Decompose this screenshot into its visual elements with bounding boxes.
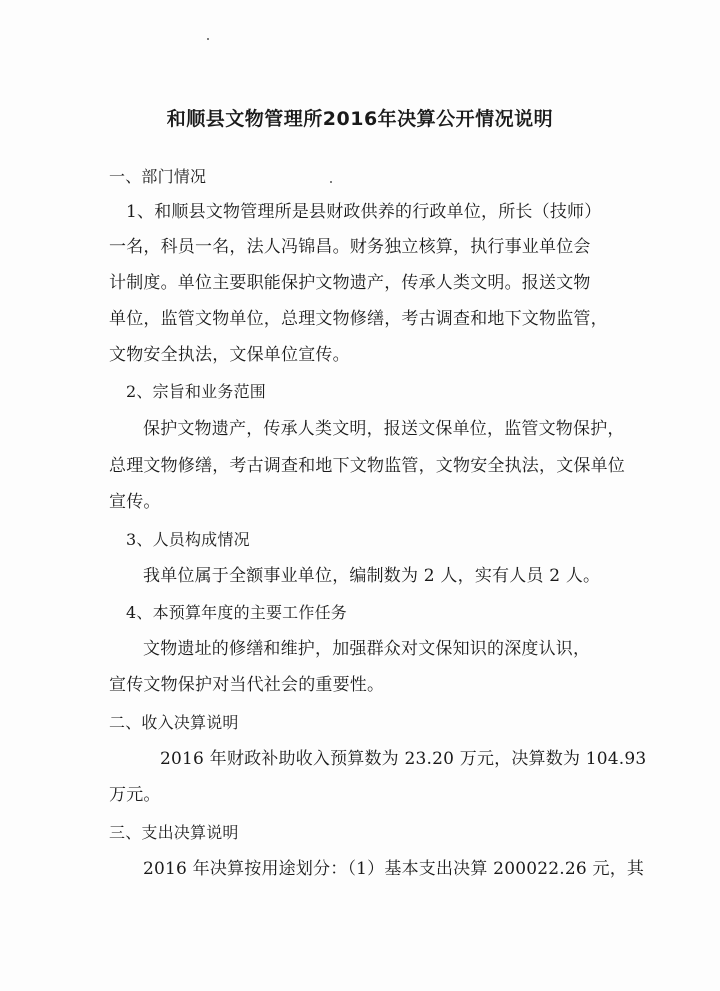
paragraph-line: 宣传。 — [109, 492, 161, 512]
paragraph-line: 2016 年决算按用途划分：（1）基本支出决算 200022.26 元，其 — [143, 859, 645, 879]
paragraph-line: 文物安全执法，文保单位宣传。 — [109, 345, 350, 365]
section-heading-income: 二、收入决算说明 — [109, 713, 239, 732]
paragraph-line: 1、和顺县文物管理所是县财政供养的行政单位，所长（技师） — [126, 202, 602, 222]
paragraph-line: 总理文物修缮，考古调查和地下文物监管，文物安全执法，文保单位 — [109, 456, 625, 476]
paragraph-line: 计制度。单位主要职能保护文物遗产，传承人类文明。报送文物 — [109, 273, 591, 293]
section-heading-department: 一、部门情况 — [109, 167, 207, 186]
paragraph-line: 文物遗址的修缮和维护，加强群众对文保知识的深度认识， — [143, 639, 591, 659]
section-heading-expenditure: 三、支出决算说明 — [109, 823, 239, 842]
paragraph-line: 单位，监管文物单位，总理文物修缮，考古调查和地下文物监管， — [109, 309, 608, 329]
paragraph-line: 保护文物遗产，传承人类文明，报送文保单位，监管文物保护， — [143, 419, 625, 439]
subheading-mission: 2、宗旨和业务范围 — [126, 382, 266, 401]
document-title: 和顺县文物管理所2016年决算公开情况说明 — [166, 108, 554, 130]
paragraph-line: 2016 年财政补助收入预算数为 23.20 万元，决算数为 104.93 — [160, 749, 647, 769]
scan-speck — [330, 181, 332, 183]
paragraph-line: 我单位属于全额事业单位，编制数为 2 人，实有人员 2 人。 — [143, 566, 601, 586]
paragraph-line: 万元。 — [109, 785, 161, 805]
paragraph-line: 一名，科员一名，法人冯锦昌。财务独立核算，执行事业单位会 — [109, 237, 591, 257]
subheading-tasks: 4、本预算年度的主要工作任务 — [126, 603, 347, 622]
subheading-staff: 3、人员构成情况 — [126, 530, 250, 549]
paragraph-line: 宣传文物保护对当代社会的重要性。 — [109, 675, 385, 695]
scan-speck — [207, 38, 209, 40]
